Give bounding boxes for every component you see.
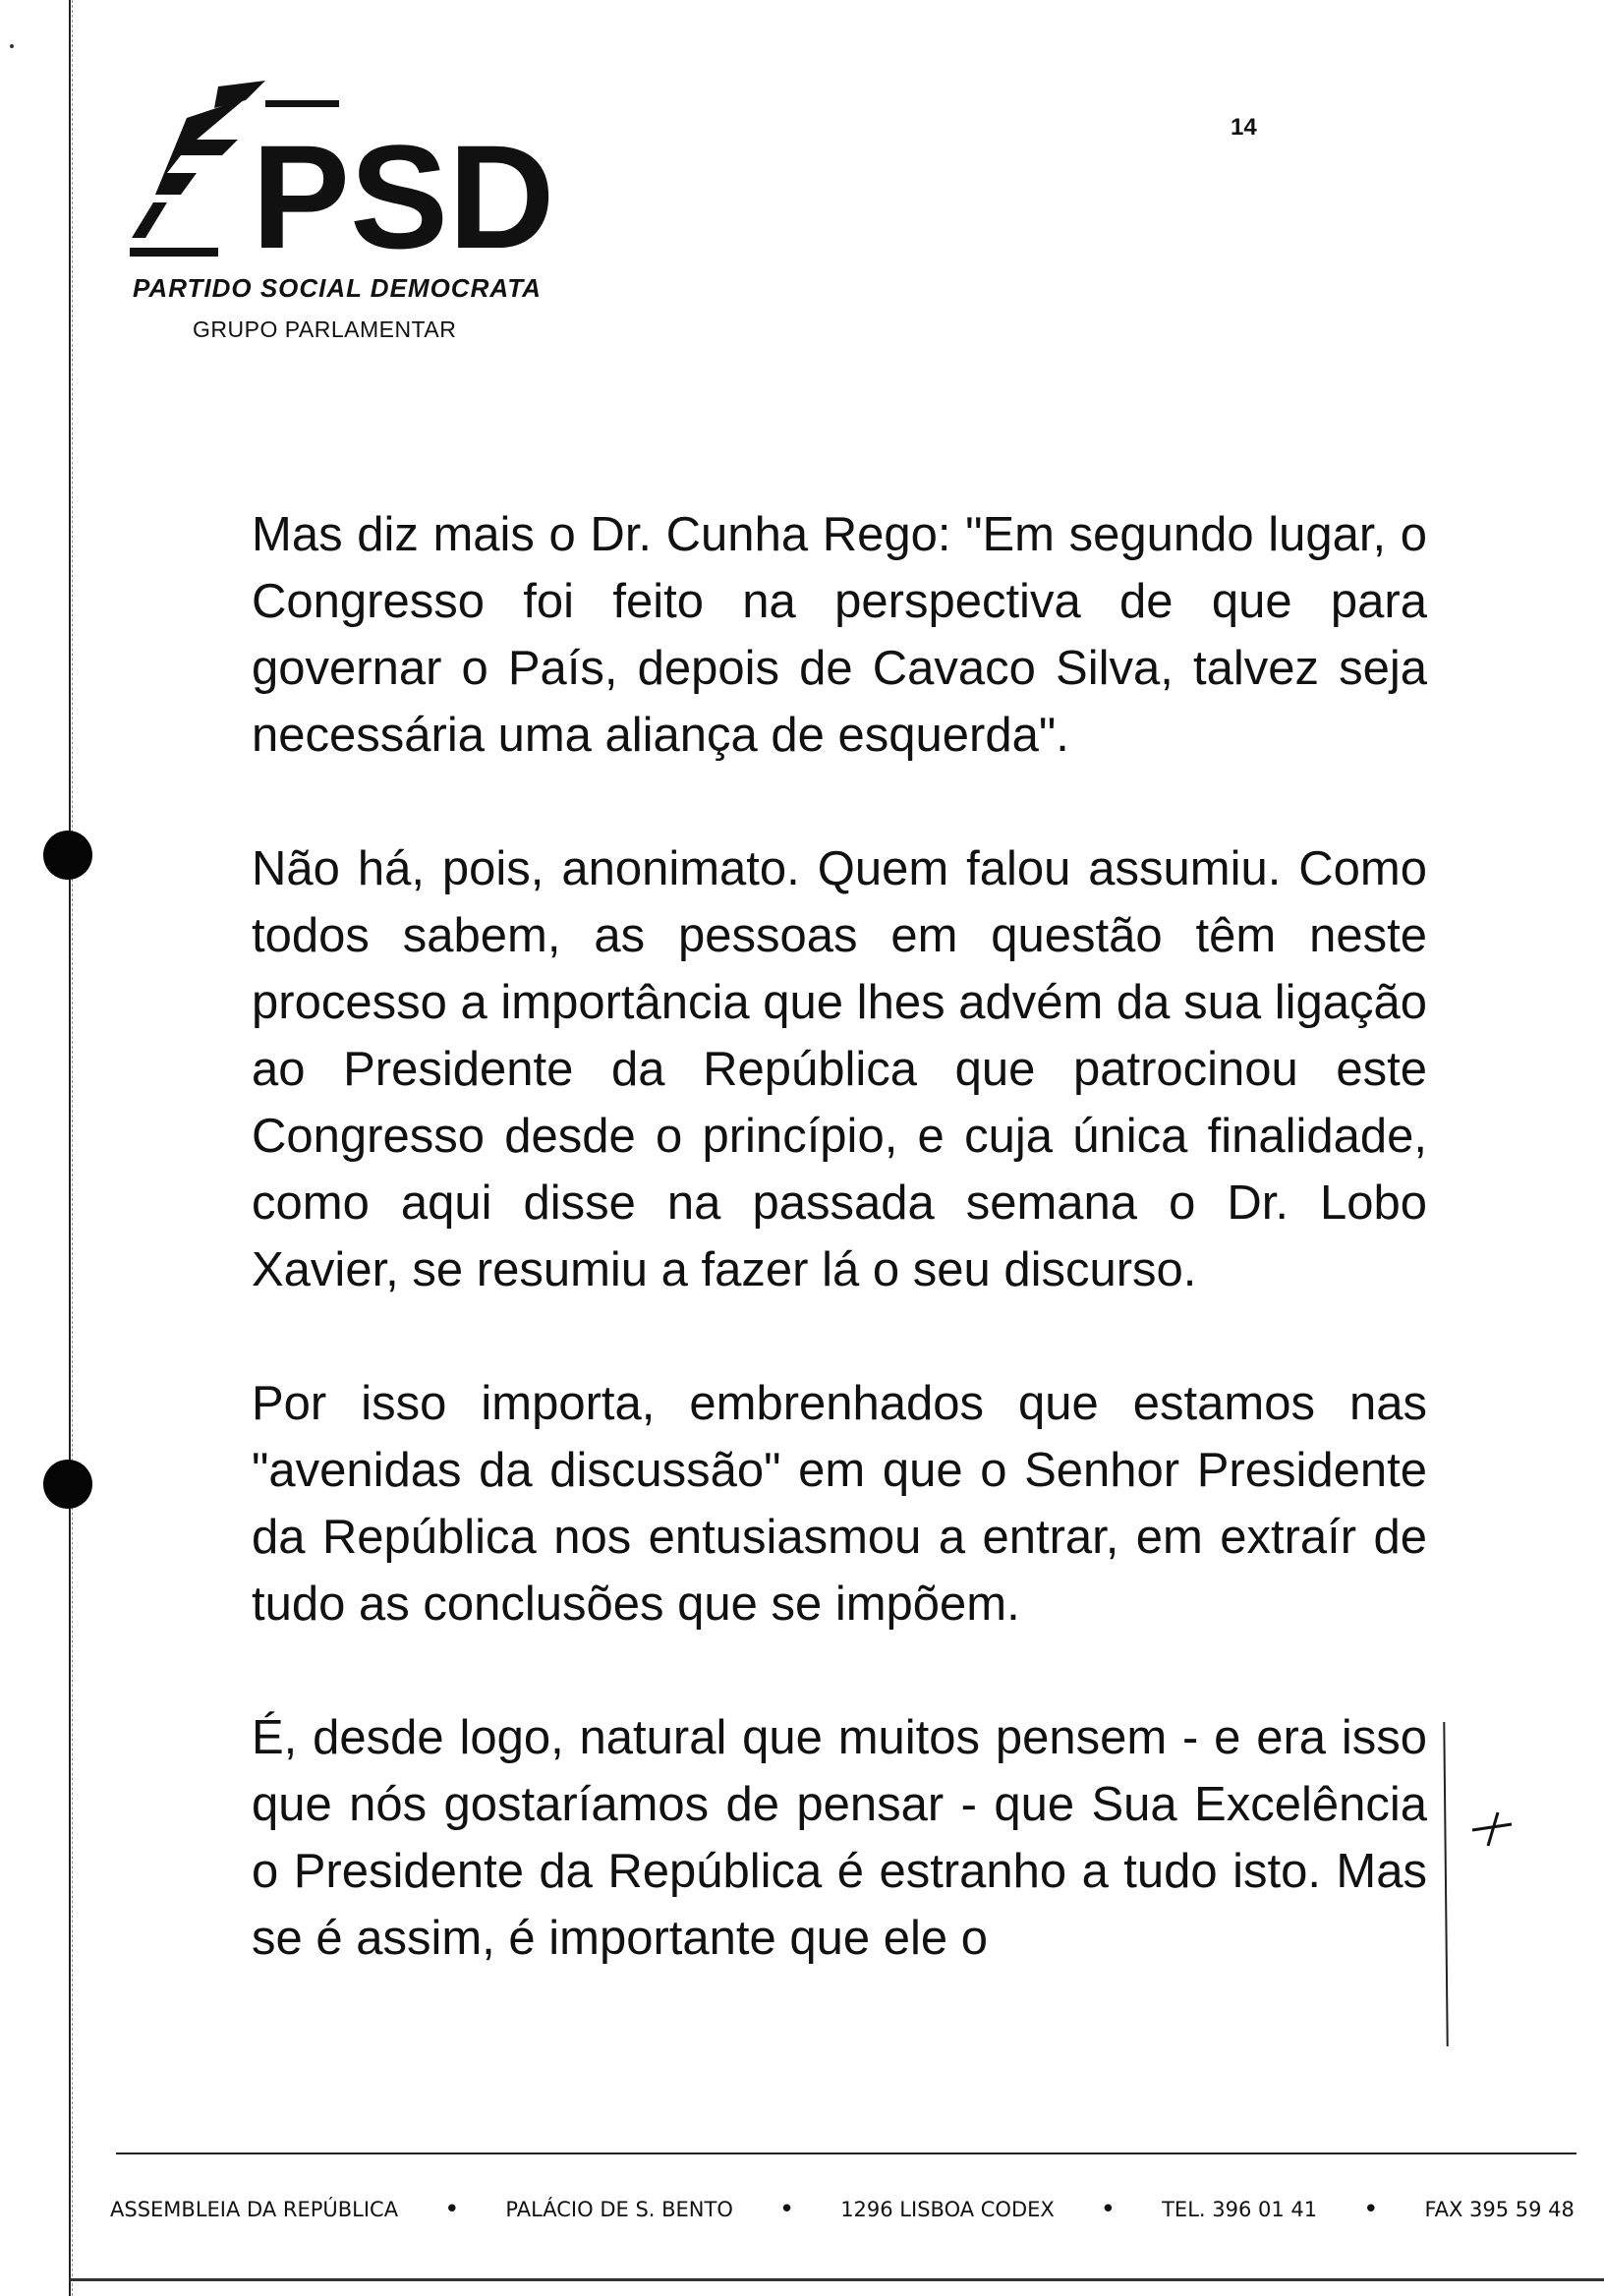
page-left-edge (69, 0, 71, 2296)
group-name: GRUPO PARLAMENTAR (193, 316, 457, 342)
footer-telephone: TEL. 396 01 41 (1162, 2198, 1318, 2221)
torch-icon (130, 81, 265, 257)
footer-separator: • (1100, 2195, 1117, 2224)
paragraph: Mas diz mais o Dr. Cunha Rego: "Em segundo lugar, o Congresso foi feito na perspectiva de que para governar o País, depois de Cavaco Silva, talvez seja necessária uma aliança de esquerda". (252, 508, 1427, 762)
footer-separator: • (444, 2195, 460, 2224)
punch-hole (43, 1460, 92, 1509)
letter-body (252, 501, 1427, 1972)
footer-building: PALÁCIO DE S. BENTO (505, 2198, 733, 2221)
page-bottom-edge (69, 2278, 1604, 2281)
paragraph: Não há, pois, anonimato. Quem falou assumiu. Como todos sabem, as pessoas em questão têm neste processo a importância que lhes advém da sua ligação ao Presidente da República que patrocinou este Congresso desde o princípio, e cuja única finalidade, como aqui disse na passada semana o Dr. Lobo Xavier, se resumiu a fazer lá o seu discurso. (252, 842, 1427, 1296)
footer-address (110, 2197, 1575, 2222)
footer-postal-code: 1296 LISBOA CODEX (840, 2198, 1055, 2221)
page-left-edge-faint (72, 0, 74, 2296)
paragraph: Por isso importa, embrenhados que estamos nas "avenidas da discussão" em que o Senhor Presidente da República nos entusiasmou a entrar, em extraír de tudo as conclusões que se impõem. (252, 1377, 1427, 1631)
handwritten-mark-icon (1468, 1808, 1518, 1848)
margin-bracket-line (1443, 1722, 1448, 2046)
punch-hole (43, 831, 92, 880)
footer-institution: ASSEMBLEIA DA REPÚBLICA (110, 2198, 399, 2221)
scan-speck (10, 44, 14, 48)
party-name: PARTIDO SOCIAL DEMOCRATA (133, 273, 542, 303)
footer-rule (116, 2152, 1576, 2154)
page-number: 14 (1231, 114, 1257, 141)
footer-fax: FAX 395 59 48 (1424, 2198, 1575, 2221)
footer-separator: • (1363, 2195, 1379, 2224)
psd-logo (128, 79, 619, 265)
paragraph: É, desde logo, natural que muitos pensem - e era isso que nós gostaríamos de pensar - que Sua Excelência o Presidente da República é estranho a tudo isto. Mas se é assim, é importante que ele o (252, 1711, 1427, 1965)
logo-wordmark: PSD (252, 114, 555, 265)
footer-separator: • (778, 2195, 795, 2224)
